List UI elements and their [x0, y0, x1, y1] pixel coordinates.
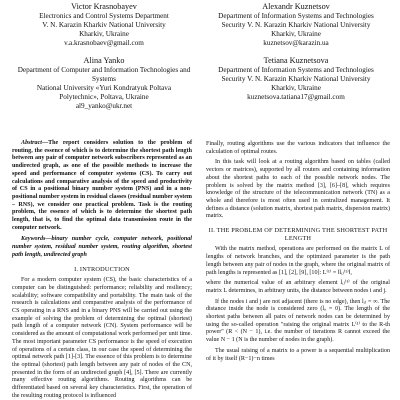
keywords	[12, 236, 192, 259]
author-email: kuznetsov@karazin.ua	[263, 39, 329, 48]
author-name: Tetiana Kuznetsova	[263, 56, 329, 65]
author-name: Victor Krasnobayev	[71, 2, 137, 11]
author-card	[6, 56, 202, 111]
author-affiliation-line: Department of Information Systems and Technologies	[218, 66, 374, 74]
author-affiliation-line: Department of Computer and Information Technologies and Systems	[17, 66, 191, 84]
keywords-text: —binary number cycle, computer network, positional number system, residual number system, routing algorithm, shortest path length, undirected graph	[12, 236, 192, 258]
author-name: Alina Yanko	[83, 56, 125, 65]
body-paragraph: The usual raising of a matrix to a power is a sequential multiplication of it by itself (R−1)−n times	[206, 347, 390, 362]
author-affiliation-line: V. N. Karazin Kharkiv National University	[42, 21, 166, 30]
body-paragraph: If the nodes i and j are not adjacent (there is no edge), then lᵢⱼ = ∞. The distance inside the node is considered zero (lᵢᵢ = 0). The length of the shortest paths between all pairs of network nodes can be determined by using the so-called operation "raising the original matrix L⁽¹⁾ to the R-th power" (R < (N − 1), i.e. the number of iterations R cannot exceed the value N − 1 (N is the number of nodes in the graph).	[206, 298, 390, 344]
section-heading: I. INTRODUCTION	[74, 265, 130, 273]
body-paragraph: where the numerical value of an arbitrary element lᵢⱼ⁽¹⁾ of the original matrix L determines, in arbitrary units, the distance between nodes i and j.	[206, 280, 390, 294]
body-paragraph: With the matrix method, operations are performed on the matrix L of lengths of network branches, and the optimized parameter is the path length between any pair of nodes in the graph, where the original matrix of path lengths is represented as [1], [2], [9], [10]: L⁽¹⁾ = ‖lᵢⱼ⁽¹⁾‖,	[206, 246, 390, 276]
author-location: Kharkiv, Ukraine	[271, 30, 321, 39]
abstract	[12, 140, 192, 232]
author-email: v.a.krasnobaev@gmail.com	[64, 39, 144, 48]
author-email: al9_yanko@ukr.net	[75, 102, 133, 111]
author-card	[198, 2, 394, 48]
author-affiliation-line: National University «Yuri Kondratyuk Poltava	[36, 84, 172, 93]
author-card	[6, 2, 202, 48]
abstract-label: Abstract	[21, 140, 42, 146]
keywords-label: Keywords	[21, 236, 46, 243]
author-name: Alexandr Kuznetsov	[262, 2, 330, 11]
section-heading: II. THE PROBLEM OF DETERMINING THE SHORTEST PATH LENGTH	[208, 227, 388, 242]
author-affiliation-line: Department of Information Systems and Technologies	[218, 12, 374, 20]
body-paragraph: In this task will look at a routing algorithm based on tables (called vectors or matrices), supported by all routers and containing information about the shortest paths to each of the possible network nodes. The problem is solved by the matrix method [3], [6]–[8], which requires knowledge of the structure of the telecommunication network (TN) as a whole and therefore is most often used in centralized management. It defines a distance (solution matrix, shortest path matrix, dispersion matrix) matrix.	[206, 159, 390, 220]
author-affiliation-line: Security V. N. Karazin Kharkiv National University	[221, 21, 371, 30]
author-location: Kharkiv, Ukraine	[271, 84, 321, 93]
body-paragraph: Finally, routing algorithms use the various indicators that influence the calculation of optimal routes.	[206, 141, 390, 155]
author-email: kuznetsova.tatiana17@gmail.com	[247, 93, 345, 102]
left-column	[12, 140, 192, 400]
author-affiliation-line: Security V. N. Karazin Kharkiv National University	[221, 75, 371, 84]
author-affiliation-line: Polytechnic», Poltava, Ukraine	[59, 93, 149, 102]
body-paragraph: For a modern computer system (CS), the basic characteristics of a computer can be distinguished: performance; reliability and resiliency; scalability; software compatibility and portability. The main task of the research is calculations and comparative analysis of the performance of CS operating in a RNS and in a binary PNS will be carried out using the example of solving the problem of determining the optimal (shortest) path length of a computer network (CN). System performance will be considered as the amount of computational work performed per unit time. The most important parameter CS performance is the speed of execution of operations of a certain class, in our case the speed of determining the optimal network path [1]-[3]. The essence of this problem is to determine the optimal (shortest) path length between any pair of nodes of the CN, presented in the form of an undirected graph [4], [5]. There are currently many effective routing algorithms. Routing algorithms can be differentiated based on several key characteristics. First, the operation of the resulting routing protocol is influenced	[12, 277, 192, 399]
author-affiliation-line: Electronics and Control Systems Department	[39, 12, 169, 20]
right-column	[206, 141, 390, 363]
author-card	[198, 56, 394, 102]
abstract-text: —The report considers solution to the problem of routing, the essence of which is to determine the shortest path length between any pair of computer network subscribers represented as an undirected graph, as one of the possible methods to increase the speed and performance of computer systems (CS). To carry out calculations and comparative analysis of the speed and productivity of CS in a positional binary number system (PNS) and in a non-positional number system in residual classes (residual number system – RNS), we consider one practical problem. Task is the routing problem, the essence of which is to determine the shortest path length, that is, to find the optimal data transmission route in the computer network.	[12, 140, 193, 231]
author-location: Kharkiv, Ukraine	[79, 30, 129, 39]
